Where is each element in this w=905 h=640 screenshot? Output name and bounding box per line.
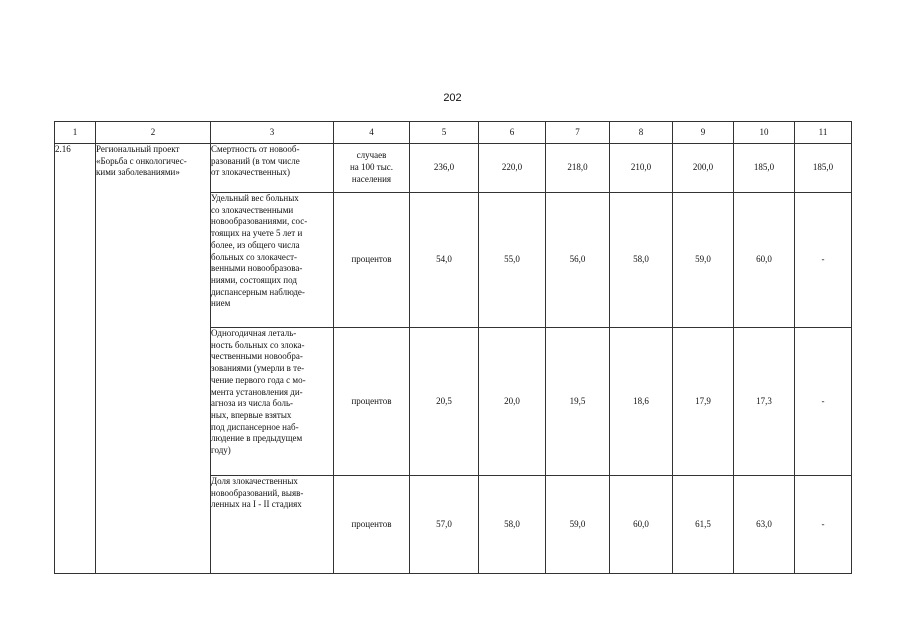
unit-cell: процентов bbox=[334, 193, 410, 328]
value-cell: 19,5 bbox=[546, 328, 610, 476]
value-cell: 218,0 bbox=[546, 144, 610, 193]
value-cell: 60,0 bbox=[610, 476, 673, 574]
value-cell: 17,9 bbox=[673, 328, 734, 476]
value-cell: 59,0 bbox=[673, 193, 734, 328]
column-header: 6 bbox=[479, 122, 546, 144]
value-cell: 20,0 bbox=[479, 328, 546, 476]
indicators-table bbox=[54, 121, 852, 574]
unit-cell: случаев на 100 тыс. населения bbox=[334, 144, 410, 193]
value-cell: 220,0 bbox=[479, 144, 546, 193]
column-header: 4 bbox=[334, 122, 410, 144]
value-cell: 17,3 bbox=[734, 328, 795, 476]
value-cell: 55,0 bbox=[479, 193, 546, 328]
value-cell: 58,0 bbox=[479, 476, 546, 574]
indicator-name: Одногодичная леталь- ность больных со злока- чественными новообра- зованиями (умерли в те- чение первого года с мо- мента установления ди- агноза из числа боль- ных, впервые взятых под диспансерное наб- людение в предыдущем году) bbox=[211, 328, 334, 476]
page-number: 202 bbox=[443, 92, 462, 104]
value-cell: 58,0 bbox=[610, 193, 673, 328]
column-header: 11 bbox=[795, 122, 852, 144]
indicator-name: Удельный вес больных со злокачественными новообразованиями, сос- тоящих на учете 5 лет и более, из общего числа больных со злокачест- венными новообразова- ниями, состоящих под диспансерным наблюде- нием bbox=[211, 193, 334, 328]
value-cell: 61,5 bbox=[673, 476, 734, 574]
value-cell: 54,0 bbox=[410, 193, 479, 328]
column-header: 3 bbox=[211, 122, 334, 144]
value-cell: - bbox=[795, 193, 852, 328]
value-cell: 20,5 bbox=[410, 328, 479, 476]
value-cell: - bbox=[795, 476, 852, 574]
column-header: 1 bbox=[55, 122, 96, 144]
table-row bbox=[55, 144, 852, 193]
value-cell: 210,0 bbox=[610, 144, 673, 193]
column-header: 2 bbox=[96, 122, 211, 144]
value-cell: 56,0 bbox=[546, 193, 610, 328]
value-cell: - bbox=[795, 328, 852, 476]
value-cell: 63,0 bbox=[734, 476, 795, 574]
unit-cell: процентов bbox=[334, 476, 410, 574]
value-cell: 185,0 bbox=[734, 144, 795, 193]
column-header: 8 bbox=[610, 122, 673, 144]
value-cell: 18,6 bbox=[610, 328, 673, 476]
column-header: 5 bbox=[410, 122, 479, 144]
row-code: 2.16 bbox=[55, 144, 96, 574]
value-cell: 60,0 bbox=[734, 193, 795, 328]
project-name: Региональный проект «Борьба с онкологичес- кими заболеваниями» bbox=[96, 144, 211, 574]
value-cell: 59,0 bbox=[546, 476, 610, 574]
unit-cell: процентов bbox=[334, 328, 410, 476]
column-header: 7 bbox=[546, 122, 610, 144]
indicator-name: Смертность от новооб- разований (в том числе от злокачественных) bbox=[211, 144, 334, 193]
value-cell: 185,0 bbox=[795, 144, 852, 193]
table-header-row bbox=[55, 122, 852, 144]
indicator-name: Доля злокачественных новообразований, выяв- ленных на I - II стадиях bbox=[211, 476, 334, 574]
value-cell: 236,0 bbox=[410, 144, 479, 193]
column-header: 10 bbox=[734, 122, 795, 144]
value-cell: 57,0 bbox=[410, 476, 479, 574]
column-header: 9 bbox=[673, 122, 734, 144]
value-cell: 200,0 bbox=[673, 144, 734, 193]
